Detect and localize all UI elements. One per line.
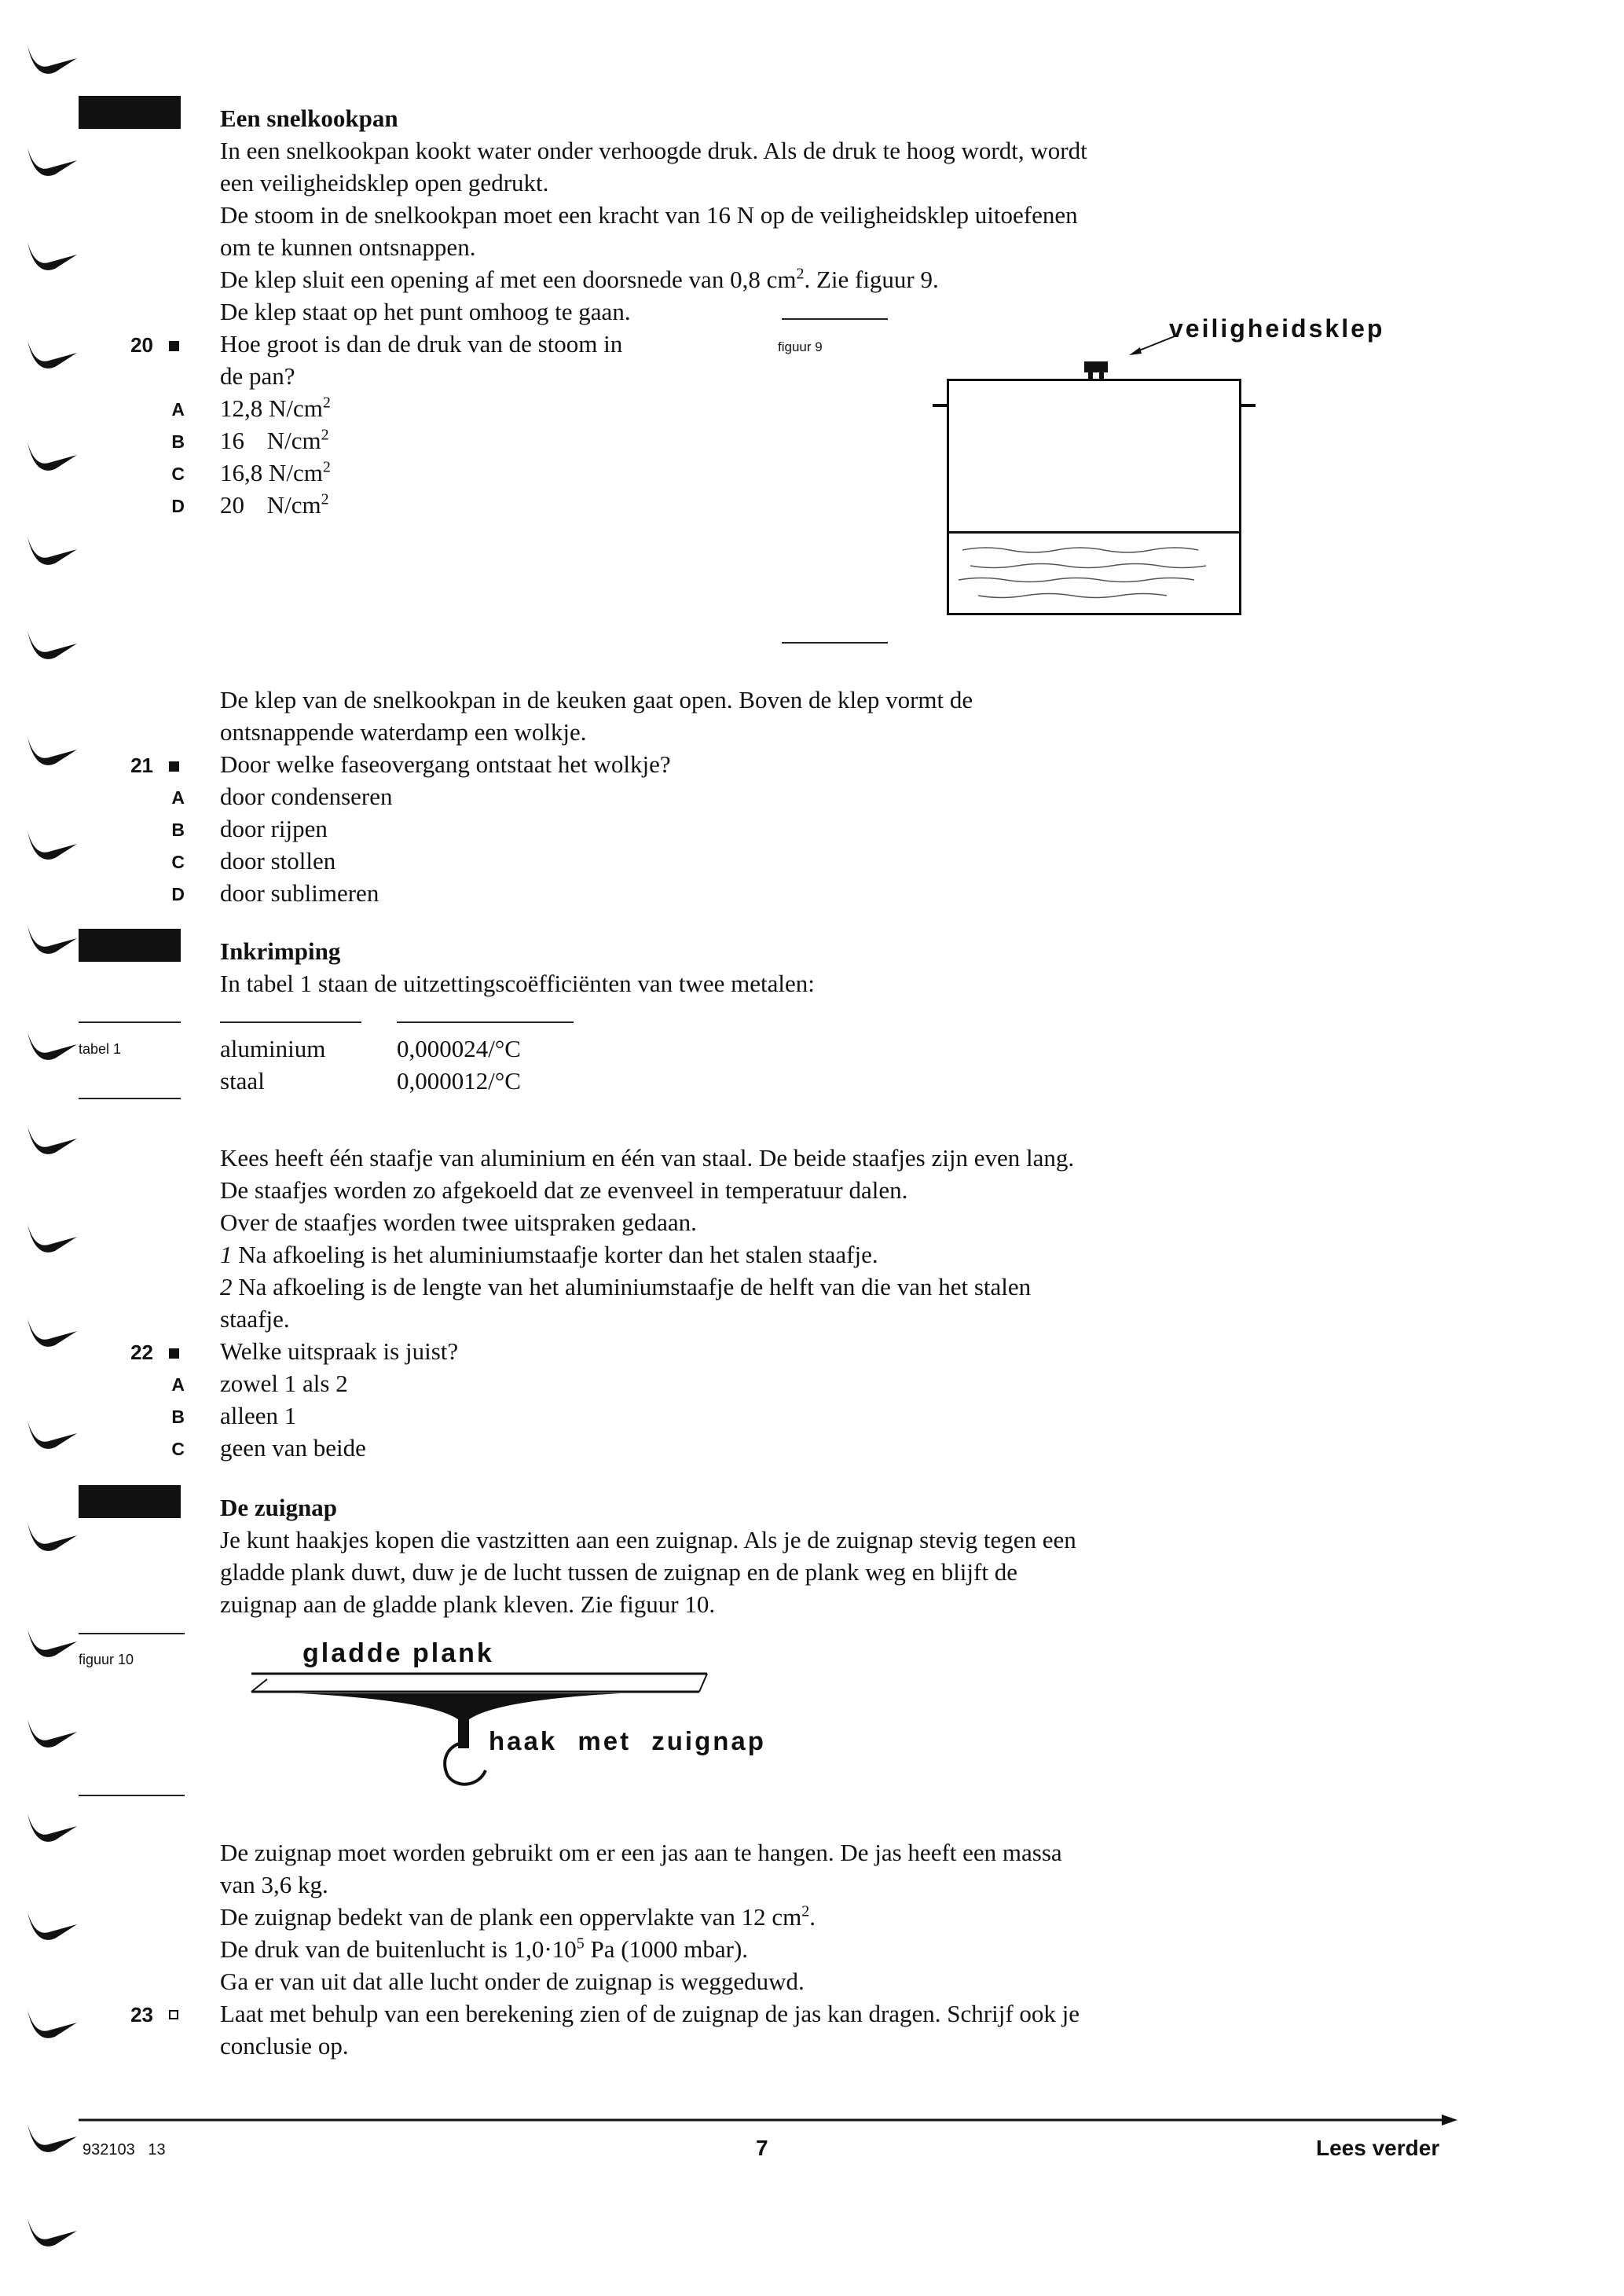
paragraph-line: De klep van de snelkookpan in de keuken gaat open. Boven de klep vormt de bbox=[220, 686, 973, 713]
paragraph-line: om te kunnen ontsnappen. bbox=[220, 233, 476, 261]
figure-label: figuur 10 bbox=[79, 1652, 134, 1667]
option-letter: C bbox=[171, 1439, 185, 1459]
paragraph-line: In tabel 1 staan de uitzettingscoëfficiënten van twee metalen: bbox=[220, 970, 815, 997]
question-text: conclusie op. bbox=[220, 2032, 349, 2059]
margin-tick-mark bbox=[27, 631, 77, 659]
figure-rule bbox=[79, 1795, 185, 1796]
exam-code: 932103 13 bbox=[82, 2141, 166, 2158]
pressure-cooker-figure bbox=[923, 330, 1285, 621]
paragraph-line: Je kunt haakjes kopen die vastzitten aan een zuignap. Als je de zuignap stevig tegen een bbox=[220, 1526, 1076, 1553]
option-value: 20 $N/cm^2$ bbox=[220, 490, 329, 519]
margin-tick-mark bbox=[27, 1814, 77, 1842]
table-rule bbox=[397, 1021, 574, 1023]
margin-tick-mark bbox=[27, 1224, 77, 1253]
statement: 1 Na afkoeling is het aluminiumstaafje korter dan het stalen staafje. bbox=[220, 1241, 878, 1268]
question-closed-marker bbox=[169, 761, 179, 772]
table-cell-value: 0,000012/°C bbox=[397, 1067, 521, 1095]
paragraph-line: De zuignap bedekt van de plank een oppervlakte van 12 $cm^2$. bbox=[220, 1902, 816, 1931]
question-number: 21 bbox=[130, 754, 153, 777]
figure-annotation: haak met zuignap bbox=[489, 1726, 766, 1755]
paragraph-line: Over de staafjes worden twee uitspraken gedaan. bbox=[220, 1209, 697, 1236]
option-letter: B bbox=[171, 1407, 185, 1427]
question-text: Door welke faseovergang ontstaat het wolkje? bbox=[220, 750, 671, 778]
option-text: geen van beide bbox=[220, 1434, 366, 1462]
option-text: door sublimeren bbox=[220, 879, 379, 907]
margin-tick-mark bbox=[27, 1032, 77, 1060]
table-cell-value: 0,000024/°C bbox=[397, 1035, 521, 1062]
statement: staafje. bbox=[220, 1305, 290, 1333]
question-text: de pan? bbox=[220, 362, 295, 390]
table-rule bbox=[79, 1021, 181, 1023]
margin-tick-mark bbox=[27, 46, 77, 74]
paragraph-line: De staafjes worden zo afgekoeld dat ze evenveel in temperatuur dalen. bbox=[220, 1176, 908, 1204]
margin-tick-mark bbox=[27, 2218, 77, 2246]
continue-label: Lees verder bbox=[1316, 2136, 1440, 2160]
paragraph-line: De stoom in de snelkookpan moet een kracht van 16 N op de veiligheidsklep uitoefenen bbox=[220, 201, 1078, 229]
figure-label: figuur 9 bbox=[778, 339, 823, 354]
option-text: door rijpen bbox=[220, 815, 328, 842]
figure-annotation: gladde plank bbox=[302, 1638, 494, 1668]
question-closed-marker bbox=[169, 341, 179, 351]
option-letter: B bbox=[171, 820, 185, 840]
figure-rule bbox=[782, 642, 888, 644]
option-text: door condenseren bbox=[220, 783, 393, 810]
paragraph-line: In een snelkookpan kookt water onder verhoogde druk. Als de druk te hoog wordt, wordt bbox=[220, 137, 1087, 164]
question-open-marker bbox=[169, 2010, 178, 2019]
margin-marks bbox=[0, 0, 94, 2296]
section-marker-bar bbox=[79, 929, 181, 962]
paragraph-line: een veiligheidsklep open gedrukt. bbox=[220, 169, 549, 196]
figure-rule bbox=[79, 1633, 185, 1634]
paragraph-line: De zuignap moet worden gebruikt om er een jas aan te hangen. De jas heeft een massa bbox=[220, 1839, 1062, 1866]
margin-tick-mark bbox=[27, 2124, 77, 2152]
margin-tick-mark bbox=[27, 340, 77, 369]
section-title: Inkrimping bbox=[220, 937, 341, 965]
option-letter: A bbox=[171, 787, 185, 808]
margin-tick-mark bbox=[27, 1319, 77, 1347]
section-marker-bar bbox=[79, 96, 181, 129]
margin-tick-mark bbox=[27, 1912, 77, 1940]
margin-tick-mark bbox=[27, 737, 77, 765]
question-text: Laat met behulp van een berekening zien of de zuignap de jas kan dragen. Schrijf ook je bbox=[220, 2000, 1080, 2027]
table-rule bbox=[220, 1021, 361, 1023]
section-title: Een snelkookpan bbox=[220, 105, 398, 132]
option-text: alleen 1 bbox=[220, 1402, 297, 1429]
margin-tick-mark bbox=[27, 926, 77, 954]
margin-tick-mark bbox=[27, 442, 77, 471]
option-value: 12,8 $N/cm^2$ bbox=[220, 394, 331, 422]
margin-tick-mark bbox=[27, 242, 77, 270]
paragraph-line: Ga er van uit dat alle lucht onder de zuignap is weggeduwd. bbox=[220, 1968, 805, 1995]
margin-tick-mark bbox=[27, 1421, 77, 1449]
table-cell-metal: staal bbox=[220, 1067, 265, 1095]
page-number: 7 bbox=[756, 2136, 768, 2160]
option-letter: C bbox=[171, 464, 185, 484]
table-rule bbox=[79, 1098, 181, 1099]
margin-tick-mark bbox=[27, 1719, 77, 1748]
paragraph-line: De klep staat op het punt omhoog te gaan. bbox=[220, 298, 631, 325]
margin-tick-mark bbox=[27, 2010, 77, 2038]
paragraph-line: ontsnappende waterdamp een wolkje. bbox=[220, 718, 587, 746]
margin-tick-mark bbox=[27, 148, 77, 176]
option-letter: B bbox=[171, 431, 185, 452]
table-label: tabel 1 bbox=[79, 1041, 122, 1057]
statement: 2 Na afkoeling is de lengte van het aluminiumstaafje de helft van die van het stalen bbox=[220, 1273, 1032, 1300]
question-closed-marker bbox=[169, 1348, 179, 1359]
option-text: zowel 1 als 2 bbox=[220, 1370, 348, 1397]
section-title: De zuignap bbox=[220, 1494, 337, 1521]
margin-tick-mark bbox=[27, 1629, 77, 1657]
section-marker-bar bbox=[79, 1485, 181, 1518]
table-cell-metal: aluminium bbox=[220, 1035, 326, 1062]
paragraph-line: Kees heeft één staafje van aluminium en één van staal. De beide staafjes zijn even lang. bbox=[220, 1144, 1075, 1172]
option-letter: D bbox=[171, 884, 185, 904]
question-number: 23 bbox=[130, 2003, 153, 2026]
option-letter: A bbox=[171, 399, 185, 420]
question-number: 22 bbox=[130, 1341, 153, 1364]
figure-annotation: veiligheidsklep bbox=[1169, 314, 1385, 343]
option-value: 16,8 $N/cm^2$ bbox=[220, 458, 331, 486]
question-text: Hoe groot is dan de druk van de stoom in bbox=[220, 330, 623, 358]
question-text: Welke uitspraak is juist? bbox=[220, 1337, 459, 1365]
option-letter: C bbox=[171, 852, 185, 872]
paragraph-line: De klep sluit een opening af met een doorsnede van 0,8 $cm^2$. Zie figuur 9. bbox=[220, 265, 939, 293]
margin-tick-mark bbox=[27, 1523, 77, 1551]
paragraph-line: van 3,6 kg. bbox=[220, 1871, 328, 1898]
option-text: door stollen bbox=[220, 847, 336, 875]
option-letter: A bbox=[171, 1374, 185, 1395]
paragraph-line: gladde plank duwt, duw je de lucht tussen de zuignap en de plank weg en blijft de bbox=[220, 1558, 1017, 1586]
option-value: 16 $N/cm^2$ bbox=[220, 426, 329, 454]
margin-tick-mark bbox=[27, 1126, 77, 1154]
paragraph-line: De druk van de buitenlucht is $1,0\cdot 10^5$ Pa (1000 mbar). bbox=[220, 1935, 749, 1963]
margin-tick-mark bbox=[27, 831, 77, 860]
paragraph-line: zuignap aan de gladde plank kleven. Zie figuur 10. bbox=[220, 1590, 716, 1618]
figure-rule bbox=[782, 318, 888, 320]
option-letter: D bbox=[171, 496, 185, 516]
margin-tick-mark bbox=[27, 537, 77, 565]
question-number: 20 bbox=[130, 333, 153, 357]
continue-arrow bbox=[79, 2112, 1457, 2128]
